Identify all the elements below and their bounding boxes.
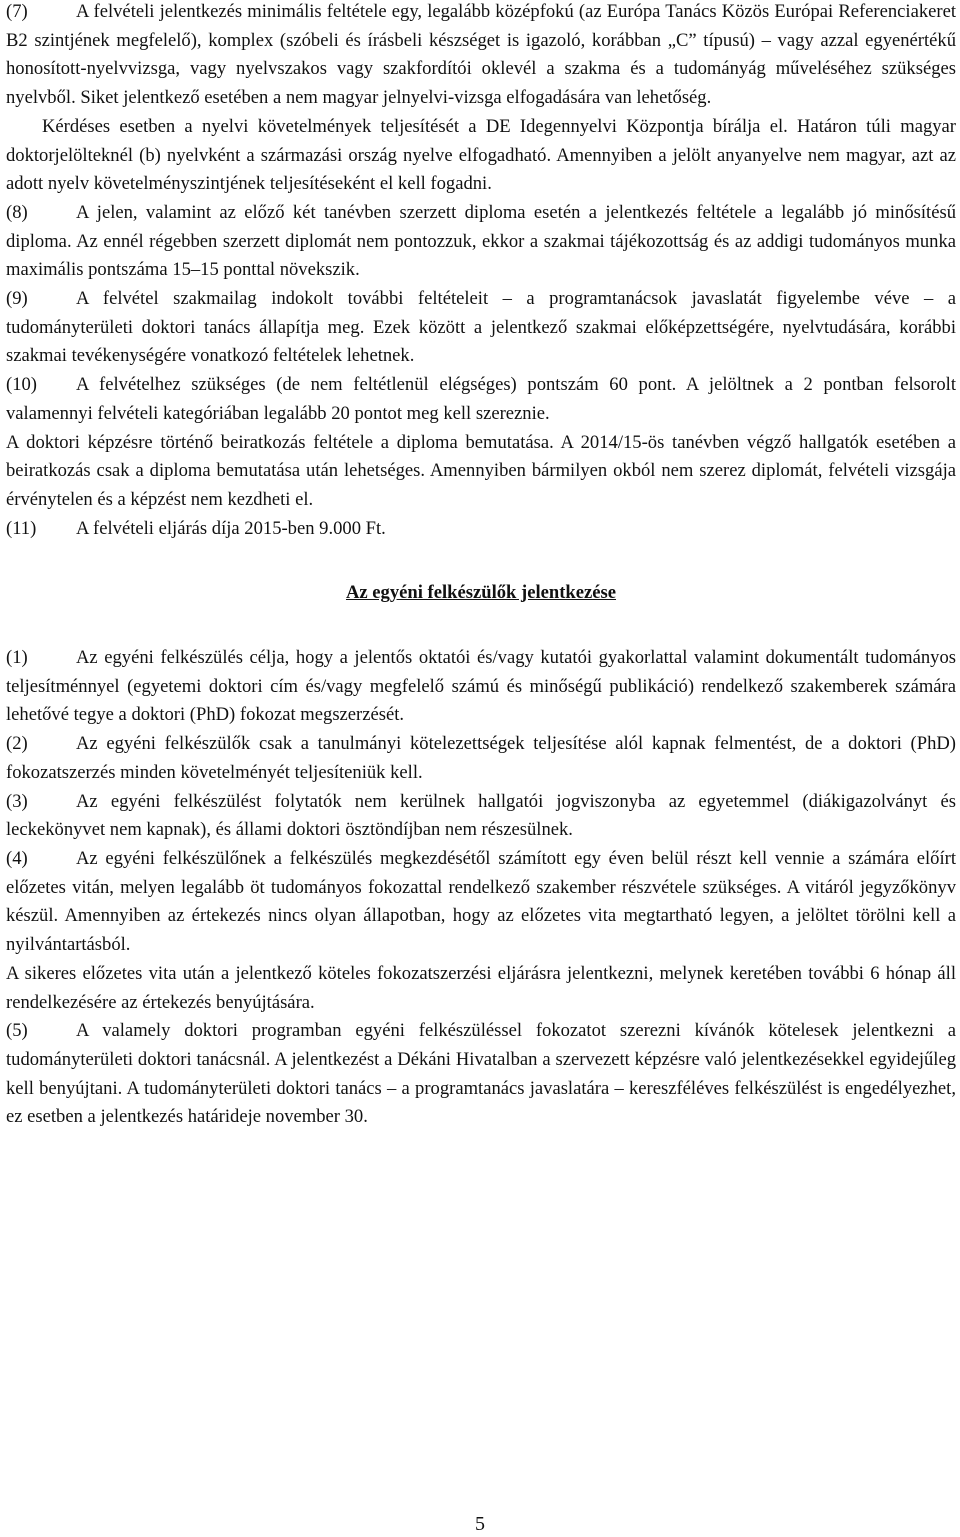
page-number: 5 [475,1513,485,1535]
paragraph-s2-1 [6,644,956,730]
paragraph-s2-5 [6,1017,956,1132]
paragraph-10 [6,371,956,428]
paragraph-number: (8) [6,201,28,223]
paragraph-number: (9) [6,288,28,310]
paragraph-s2-3 [6,788,956,845]
paragraph-s2-4 [6,845,956,960]
paragraph-text: Az egyéni felkészülés célja, hogy a jelentős oktatói és/vagy kutatói gyakorlattal valamint dokumentált tudományos teljesítménnyel (egyetemi doktori cím és/vagy megfelelő számú és minőségű publikáció) rendelkező szakemberek számára lehetővé tegye a doktori (PhD) fokozat megszerzését. [6,647,956,726]
paragraph-10-continuation [6,429,956,515]
paragraph-text: A valamely doktori programban egyéni felkészüléssel fokozatot szerezni kívánók kötelesek jelentkezni a tudományterületi doktori tanácsnál. A jelentkezést a Dékáni Hivatalban a szervezett képzésre való jelentkezésekkel egyidejűleg kell benyújtani. A tudományterületi doktori tanács – a programtanács javaslatára – kereszféléves felkészülést is engedélyezhet, ez esetben a jelentkezés határideje november 30. [6,1020,956,1128]
paragraph-9 [6,285,956,371]
paragraph-text: A felvétel szakmailag indokolt további feltételeit – a programtanácsok javaslatát figyelembe véve – a tudományterületi doktori tanács állapítja meg. Ezek között a jelentkező szakmai előképzettségére, nyelvtudására, korábbi szakmai tevékenységére vonatkozó feltételek lehetnek. [6,288,956,367]
document-page [6,0,956,1132]
paragraph-text: A sikeres előzetes vita után a jelentkező köteles fokozatszerzési eljárásra jelentkezni, melynek keretében további 6 hónap áll rendelkezésére az értekezés benyújtására. [6,962,956,1013]
paragraph-text: Kérdéses esetben a nyelvi követelmények teljesítését a DE Idegennyelvi Központja bírálja el. Határon túli magyar doktorjelölteknél (b) nyelvként a származási ország nyelve elfogadható. Amennyiben a jelölt anyanyelve nem magyar, azt az adott nyelv követelményszintjének teljesítéseként el kell fogadni. [6,115,956,195]
section-heading: Az egyéni felkészülők jelentkezése [345,582,617,604]
paragraph-text: Az egyéni felkészülőnek a felkészülés megkezdésétől számított egy éven belül részt kell vennie a számára előírt előzetes vitán, melyen legalább öt tudományos fokozattal rendelkező szakember részvétele szükséges. A vitáról jegyzőkönyv készül. Amennyiben az értekezés nincs olyan állapotban, hogy az előzetes vita megtartható legyen, a jelöltet törölni kell a nyilvántartásból. [6,847,956,956]
paragraph-text: A felvételhez szükséges (de nem feltétlenül elégséges) pontszám 60 pont. A jelöltnek a 2 pontban felsorolt valamennyi felvételi kategóriában legalább 20 pontot meg kell szereznie. [6,374,956,424]
paragraph-text: A felvételi eljárás díja 2015-ben 9.000 Ft. [76,517,386,539]
paragraph-s2-2 [6,730,956,787]
paragraph-11 [6,515,956,544]
paragraph-7-continuation [6,113,956,199]
paragraph-number: (11) [6,517,37,539]
paragraph-text: Az egyéni felkészülők csak a tanulmányi kötelezettségek teljesítése alól kapnak felmentést, de a doktori (PhD) fokozatszerzés minden követelményét teljesíteniük kell. [6,733,956,783]
paragraph-number: (4) [6,847,28,869]
paragraph-7 [6,0,956,113]
paragraph-number: (7) [6,1,28,22]
paragraph-text: A felvételi jelentkezés minimális feltétele egy, legalább középfokú (az Európa Tanács Közös Európai Referenciakeret B2 szintjének megfelelő), komplex (szóbeli és írásbeli készséget is igazoló, korábban „C” típusú) – vagy azzal egyenértékű honosított-nyelvvizsga, vagy nyelvszakos vagy szakfordítói oklevél a szakma és a tudományág műveléséhez szükséges nyelvből. Siket jelentkező esetében a nem magyar jelnyelvi-vizsga elfogadására van lehetőség. [6,1,956,109]
paragraph-number: (5) [6,1020,28,1042]
paragraph-number: (10) [6,374,37,396]
paragraph-8 [6,199,956,285]
paragraph-text: A doktori képzésre történő beiratkozás feltétele a diploma bemutatása. A 2014/15-ös tanévben végző hallgatók esetében a beiratkozás csak a diploma bemutatása után lehetséges. Amennyiben bármilyen okból nem szerez diplomát, felvételi vizsgája érvénytelen és a képzést nem kezdheti el. [6,431,956,510]
paragraph-text: Az egyéni felkészülést folytatók nem kerülnek hallgatói jogviszonyba az egyetemmel (diákigazolványt és leckekönyvet nem kapnak), és állami doktori ösztöndíjban nem részesülnek. [6,790,956,841]
paragraph-text: A jelen, valamint az előző két tanévben szerzett diploma esetén a jelentkezés feltétele a legalább jó minősítésű diploma. Az ennél régebben szerzett diplomát nem pontozzuk, ekkor a szakmai tájékozottság és az addigi tudományos munka maximális pontszáma 15–15 ponttal növekszik. [6,201,956,281]
paragraph-number: (1) [6,647,28,669]
paragraph-number: (3) [6,790,28,812]
paragraph-number: (2) [6,733,28,755]
paragraph-s2-4-continuation [6,960,956,1017]
